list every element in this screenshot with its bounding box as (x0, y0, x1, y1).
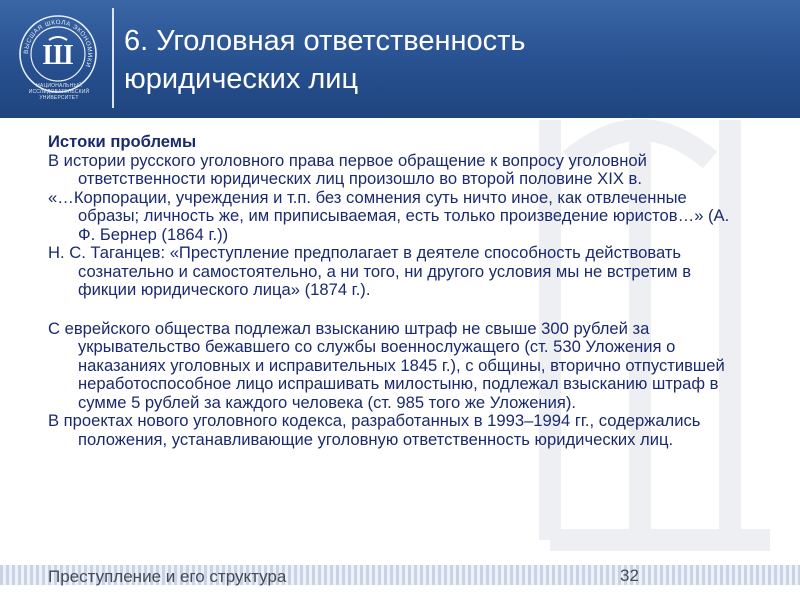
paragraph-gap (48, 300, 748, 320)
paragraph: С еврейского общества подлежал взысканию штраф не свыше 300 рублей за укрывательство бежавшего со службы военнослужащего (ст. 530 Уложения о наказаниях уголовных и исправительных 1845 г.), с общины, вторично отпустившей неработоспособное лицо испрашивать милостыню, подлежал взысканию штраф в сумме 5 рублей за каждого человека (ст. 985 того же Уложения). (48, 318, 725, 412)
svg-text:Ш: Ш (42, 40, 74, 71)
slide-title-line-2: юридических лиц (124, 63, 359, 95)
header-divider (112, 8, 114, 108)
paragraph: В проектах нового уголовного кодекса, разработанных в 1993–1994 гг., содержались положения, устанавливающие уголовную ответственность юридических лиц. (48, 411, 701, 449)
paragraph: В истории русского уголовного права первое обращение к вопросу уголовной ответственности юридических лиц произошло во второй половине XIX в. (48, 150, 647, 188)
svg-text:ВЫСШАЯ ШКОЛА ЭКОНОМИКИ: ВЫСШАЯ ШКОЛА ЭКОНОМИКИ (22, 18, 94, 69)
slide-number: 32 (620, 566, 639, 585)
paragraph: «…Корпорации, учреждения и т.п. без сомнения суть ничто иное, как отвлеченные образы; личность же, им приписываемая, есть только произведение юристов…» (А. Ф. Бернер (1864 г.)) (48, 187, 730, 244)
slide-body (48, 133, 748, 449)
footer-course-title: Преступление и его структура (48, 567, 287, 586)
logo-caption: НАЦИОНАЛЬНЫЙ ИССЛЕДОВАТЕЛЬСКИЙ УНИВЕРСИТЕТ (28, 83, 90, 101)
section-heading: Истоки проблемы (48, 132, 197, 151)
slide-title-line-1: 6. Уголовная ответственность (124, 25, 526, 57)
paragraph: Н. С. Таганцев: «Преступление предполагает в деятеле способность действовать сознательно и самостоятельно, а ни того, ни другого условия мы не встретим в фикции юридического лица» (1874 г.). (48, 243, 692, 299)
slide-title (124, 22, 784, 98)
